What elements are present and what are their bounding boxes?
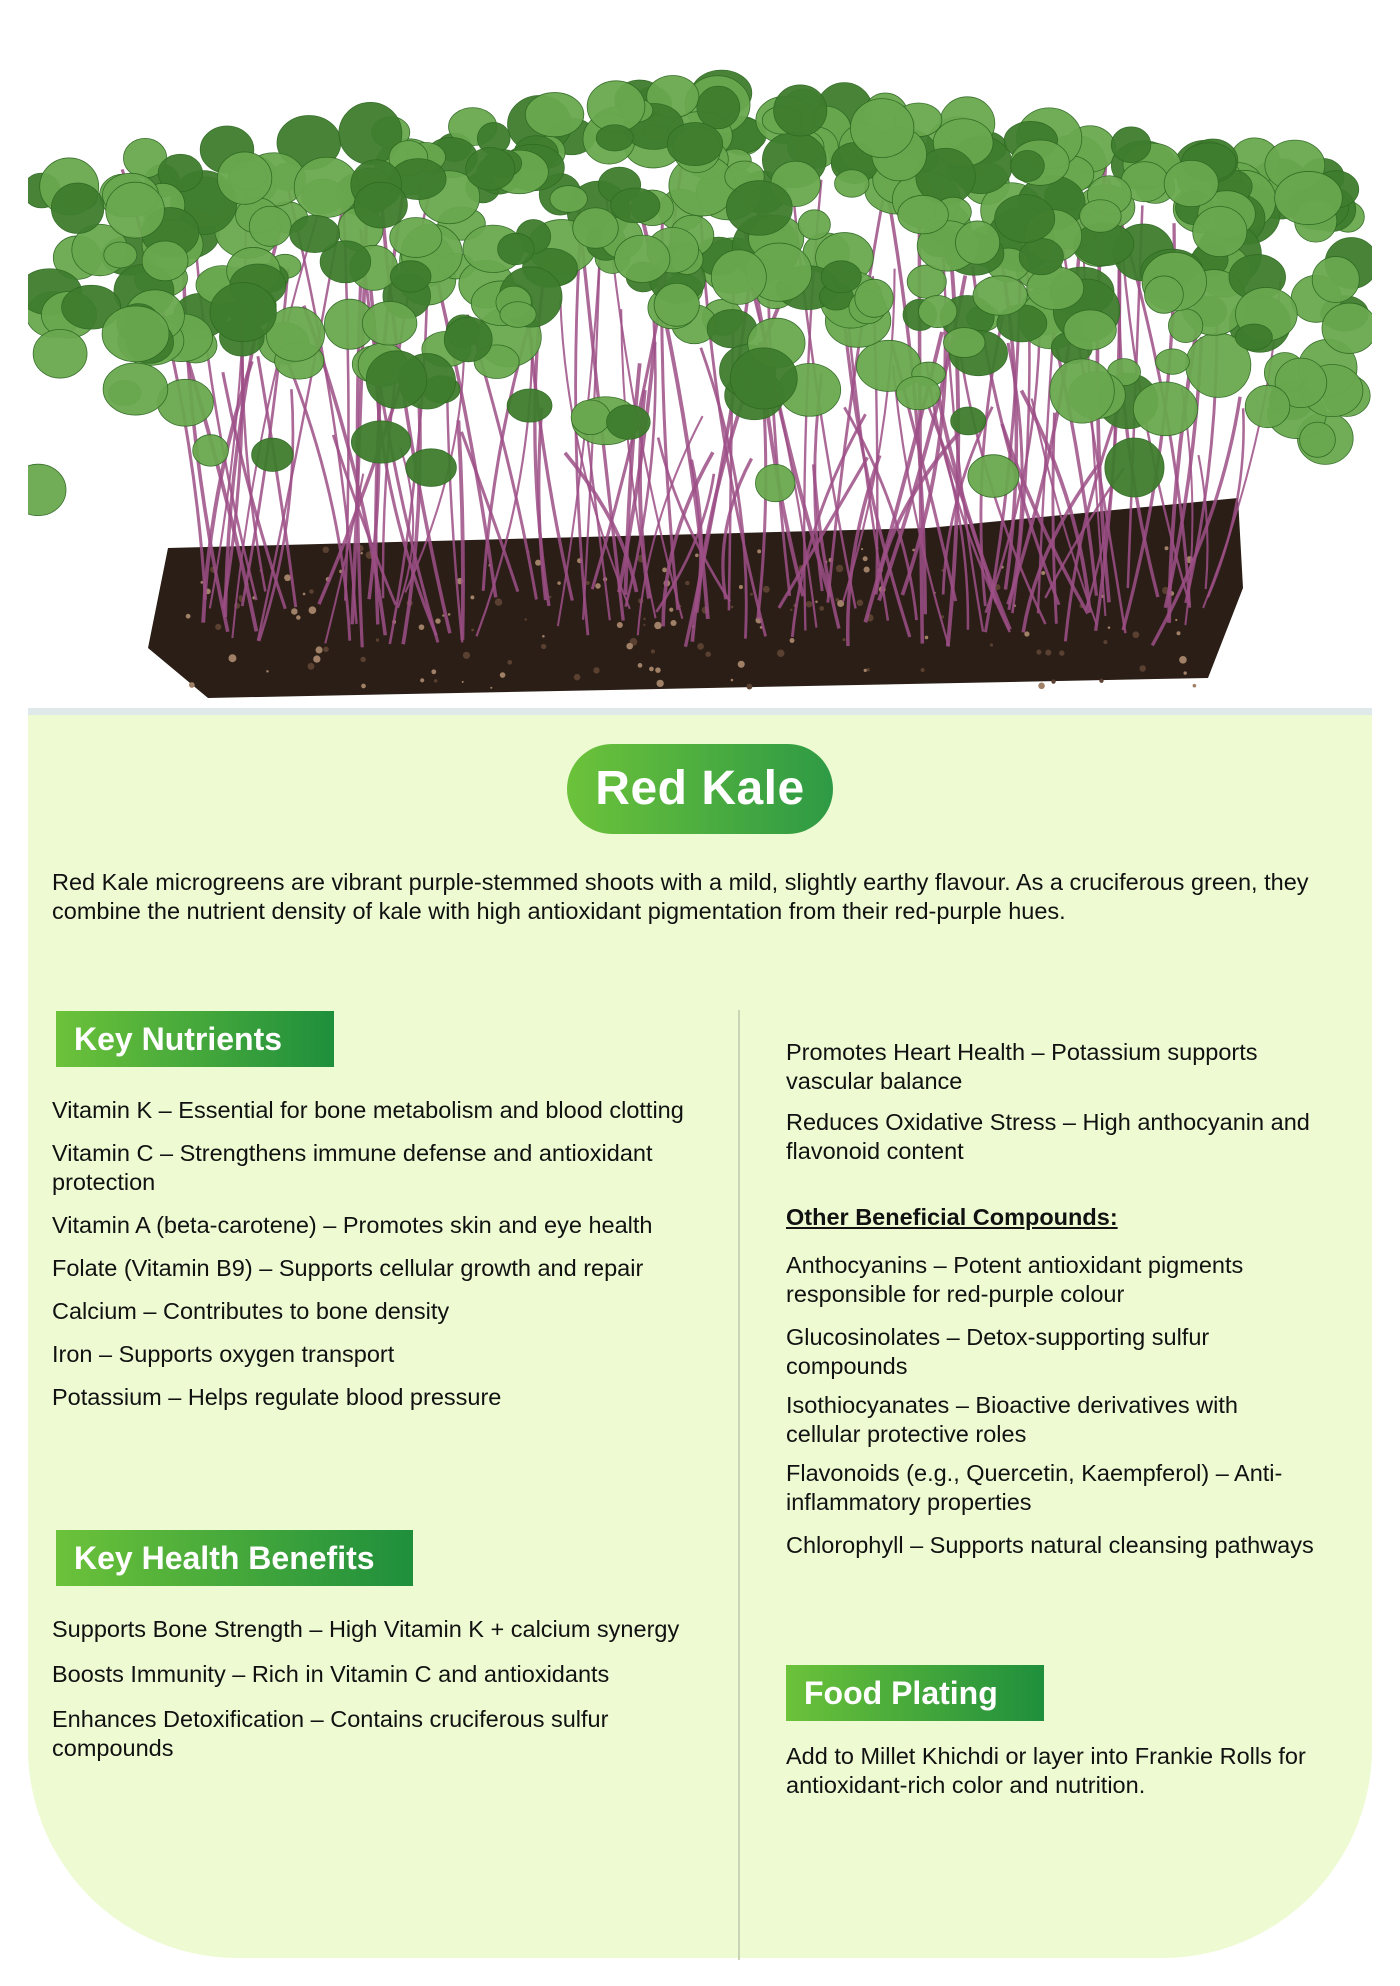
soil-speck	[291, 608, 298, 615]
soil-speck	[990, 643, 993, 646]
leaf	[217, 152, 271, 204]
food-plating-text: Add to Millet Khichdi or layer into Frankie Rolls for antioxidant-rich color and nutrition.	[786, 1743, 1306, 1798]
soil-speck	[790, 608, 793, 611]
leaf	[498, 233, 535, 265]
soil-speck	[462, 681, 464, 683]
leaf	[968, 455, 1019, 498]
leaf	[654, 283, 699, 326]
list-item: Enhances Detoxification – Contains cruciferous sulfur compounds	[52, 1706, 609, 1761]
leaf	[390, 217, 442, 257]
food-plating-heading: Food Plating	[786, 1665, 1044, 1721]
leaf	[366, 351, 427, 409]
soil-speck	[574, 674, 581, 681]
leaf	[249, 206, 291, 246]
other-compounds-heading: Other Beneficial Compounds:	[786, 1204, 1118, 1230]
soil-speck	[925, 636, 929, 640]
soil-speck	[777, 650, 784, 657]
soil-speck	[657, 680, 664, 687]
leaf	[711, 250, 766, 305]
leaf	[525, 93, 583, 137]
soil-speck	[685, 581, 689, 585]
leaf	[573, 208, 619, 249]
list-item: Chlorophyll – Supports natural cleansing pathways	[786, 1532, 1314, 1558]
soil-speck	[705, 651, 710, 656]
soil-speck	[842, 638, 845, 641]
leaf	[1019, 238, 1063, 274]
soil-speck	[542, 635, 545, 638]
leaf	[850, 99, 913, 158]
list-item: Calcium – Contributes to bone density	[52, 1298, 450, 1324]
key-health-benefits-heading: Key Health Benefits	[56, 1530, 413, 1586]
leaf	[1105, 438, 1164, 497]
leaf	[51, 183, 103, 233]
soil-speck	[470, 595, 474, 599]
soil-speck	[376, 638, 379, 641]
leaf	[103, 363, 168, 415]
soil-speck	[921, 668, 925, 672]
soil-speck	[651, 649, 655, 653]
soil-speck	[360, 552, 362, 554]
soil-speck	[863, 556, 868, 561]
leaf	[351, 421, 410, 463]
soil-speck	[1045, 650, 1051, 656]
soil-speck	[595, 583, 601, 589]
page-title: Red Kale	[567, 744, 833, 834]
soil-speck	[866, 668, 869, 671]
leaf	[444, 317, 492, 362]
soil-speck	[747, 684, 753, 690]
soil-speck	[360, 657, 365, 662]
soil-speck	[500, 672, 506, 678]
leaf	[1245, 385, 1290, 427]
microgreens-illustration	[28, 28, 1372, 708]
soil-speck	[541, 644, 546, 649]
list-item: Iron – Supports oxygen transport	[52, 1341, 395, 1367]
soil-speck	[1038, 683, 1045, 690]
list-item: Glucosinolates – Detox-supporting sulfur compounds	[786, 1324, 1210, 1379]
leaf	[466, 148, 515, 191]
soil-speck	[1059, 650, 1064, 655]
leaf	[798, 210, 830, 240]
soil-speck	[819, 606, 824, 611]
leaf	[33, 329, 87, 378]
soil-speck	[790, 638, 795, 643]
leaf	[667, 122, 723, 165]
leaf	[102, 306, 169, 362]
soil-speck	[215, 624, 221, 630]
leaf	[596, 125, 633, 151]
leaf	[1011, 151, 1045, 182]
soil-speck	[649, 667, 654, 672]
soil-speck	[757, 549, 761, 553]
soil-speck	[695, 553, 699, 557]
leaf	[951, 407, 986, 435]
leaf	[1145, 276, 1184, 313]
list-item: Vitamin K – Essential for bone metabolism and blood clotting	[52, 1097, 684, 1123]
soil-speck	[1165, 546, 1169, 550]
leaf	[774, 85, 827, 136]
soil-speck	[586, 581, 590, 585]
hero-image	[28, 28, 1372, 708]
soil-speck	[857, 600, 864, 607]
soil-speck	[1036, 649, 1041, 654]
list-item: Promotes Heart Health – Potassium supports vascular balance	[786, 1039, 1258, 1094]
leaf	[104, 242, 137, 268]
list-item: Boosts Immunity – Rich in Vitamin C and antioxidants	[52, 1661, 610, 1687]
soil-speck	[309, 589, 314, 594]
soil-speck	[697, 643, 704, 650]
soil-speck	[471, 629, 474, 632]
soil-speck	[434, 679, 437, 682]
soil-speck	[655, 667, 661, 673]
soil-speck	[228, 654, 236, 662]
soil-speck	[1175, 619, 1177, 621]
soil-speck	[1183, 671, 1186, 674]
leaf	[821, 261, 861, 293]
leaf	[1133, 382, 1197, 436]
soil-speck	[654, 622, 661, 629]
soil-speck	[490, 687, 492, 689]
list-item: Vitamin C – Strengthens immune defense and antioxidant protection	[52, 1140, 653, 1195]
list-item: Isothiocyanates – Bioactive derivatives with cellular protective roles	[786, 1392, 1238, 1447]
soil-speck	[806, 601, 813, 608]
soil-speck	[463, 652, 470, 659]
list-item: Vitamin A (beta-carotene) – Promotes skin and eye health	[52, 1212, 653, 1238]
soil-speck	[731, 606, 734, 609]
soil-speck	[1051, 679, 1055, 683]
soil-speck	[323, 647, 329, 653]
leaf	[1322, 303, 1372, 353]
soil-speck	[643, 618, 645, 620]
leaf	[550, 186, 587, 213]
soil-speck	[189, 682, 195, 688]
soil-speck	[864, 567, 870, 573]
soil-speck	[420, 678, 424, 682]
leaf	[955, 221, 999, 264]
soil-speck	[303, 593, 306, 596]
leaf	[142, 241, 188, 281]
leaf	[1064, 310, 1116, 350]
leaf	[606, 405, 650, 439]
soil-speck	[419, 624, 425, 630]
leaf	[896, 376, 940, 409]
soil-speck	[308, 663, 315, 670]
leaf	[943, 328, 985, 358]
key-nutrients-list	[52, 1096, 742, 1426]
soil-speck	[524, 618, 526, 620]
soil-speck	[626, 643, 633, 650]
leaf	[1300, 422, 1336, 457]
leaf	[1164, 160, 1218, 206]
soil-speck	[669, 608, 673, 612]
leaf	[1155, 349, 1189, 375]
leaf	[294, 157, 359, 217]
soil-speck	[309, 606, 317, 614]
leaf	[995, 195, 1055, 243]
leaf	[406, 449, 457, 487]
leaf	[615, 235, 670, 282]
soil-speck	[739, 585, 743, 589]
leaf	[855, 279, 893, 317]
leaf	[193, 435, 229, 467]
list-item: Potassium – Helps regulate blood pressure	[52, 1384, 502, 1410]
soil-speck	[361, 684, 366, 689]
soil-speck	[557, 581, 560, 584]
leaves	[28, 70, 1372, 515]
leaf	[210, 283, 276, 342]
soil-speck	[1099, 679, 1103, 683]
leaf	[252, 438, 294, 471]
leaf	[290, 215, 340, 252]
soil-speck	[861, 548, 863, 550]
soil-speck	[617, 622, 623, 628]
soil-speck	[1024, 631, 1029, 636]
soil-speck	[750, 593, 753, 596]
soil-speck	[731, 679, 734, 682]
leaf	[106, 182, 165, 238]
list-item: Flavonoids (e.g., Quercetin, Kaempferol) – Anti-inflammatory properties	[786, 1460, 1283, 1515]
leaf	[898, 195, 949, 234]
leaf	[362, 301, 417, 345]
list-item: Folate (Vitamin B9) – Supports cellular growth and repair	[52, 1255, 644, 1281]
leaf	[726, 181, 792, 236]
leaf	[390, 261, 431, 292]
leaf	[500, 302, 536, 328]
leaf	[611, 188, 660, 223]
leaf	[755, 464, 795, 501]
soil-speck	[1041, 571, 1045, 575]
leaf	[730, 348, 797, 409]
soil-speck	[738, 661, 745, 668]
leaf	[697, 86, 740, 129]
content-card	[28, 708, 1372, 1958]
soil-speck	[593, 667, 599, 673]
leaf	[28, 464, 66, 515]
soil-speck	[507, 660, 512, 665]
leaf	[1312, 257, 1359, 303]
leaf	[507, 389, 552, 422]
soil-speck	[815, 601, 818, 604]
soil-speck	[1139, 665, 1145, 671]
soil-speck	[1193, 684, 1197, 688]
leaf	[1235, 324, 1272, 350]
soil-speck	[266, 670, 268, 672]
soil-speck	[296, 615, 301, 620]
list-item: Supports Bone Strength – High Vitamin K + calcium synergy	[52, 1616, 680, 1642]
soil-speck	[836, 565, 843, 572]
list-item: Anthocyanins – Potent antioxidant pigments responsible for red-purple colour	[786, 1252, 1244, 1307]
leaf	[1080, 200, 1122, 233]
soil-speck	[316, 646, 323, 653]
soil-speck	[864, 669, 867, 672]
leaf	[354, 182, 407, 228]
soil-speck	[1108, 626, 1111, 629]
soil-speck	[323, 547, 329, 553]
soil-speck	[186, 614, 191, 619]
soil-speck	[313, 655, 320, 662]
soil-speck	[435, 618, 440, 623]
key-health-benefits-list	[52, 1615, 732, 1777]
soil-speck	[431, 669, 436, 674]
leaf	[1111, 127, 1151, 163]
soil-speck	[1103, 640, 1107, 644]
list-item: Reduces Oxidative Stress – High anthocyanin and flavonoid content	[786, 1109, 1310, 1164]
leaf	[571, 400, 610, 435]
soil-speck	[638, 663, 643, 668]
soil-speck	[495, 598, 502, 605]
soil-speck	[238, 595, 242, 599]
leaf	[973, 276, 1027, 315]
intro-paragraph: Red Kale microgreens are vibrant purple-stemmed shoots with a mild, slightly earthy flavour. As a cruciferous green, they combine the nutrient density of kale with high antioxidant pigmentation from their red-purple hues.	[52, 869, 1309, 924]
soil-speck	[448, 613, 451, 616]
soil-speck	[284, 574, 291, 581]
leaf	[919, 296, 957, 328]
leaf	[1168, 309, 1202, 343]
leaf	[835, 170, 869, 197]
soil-speck	[643, 624, 645, 626]
soil-speck	[1133, 631, 1140, 638]
other-compounds-list	[786, 1251, 1361, 1574]
soil-speck	[670, 620, 676, 626]
leaf	[1050, 359, 1115, 423]
leaf	[1275, 171, 1343, 224]
leaf	[1193, 206, 1247, 256]
key-health-benefits-continued	[786, 1038, 1326, 1180]
soil-speck	[1177, 631, 1181, 635]
key-nutrients-heading: Key Nutrients	[56, 1011, 334, 1067]
soil-speck	[763, 586, 770, 593]
soil-speck	[1179, 656, 1187, 664]
